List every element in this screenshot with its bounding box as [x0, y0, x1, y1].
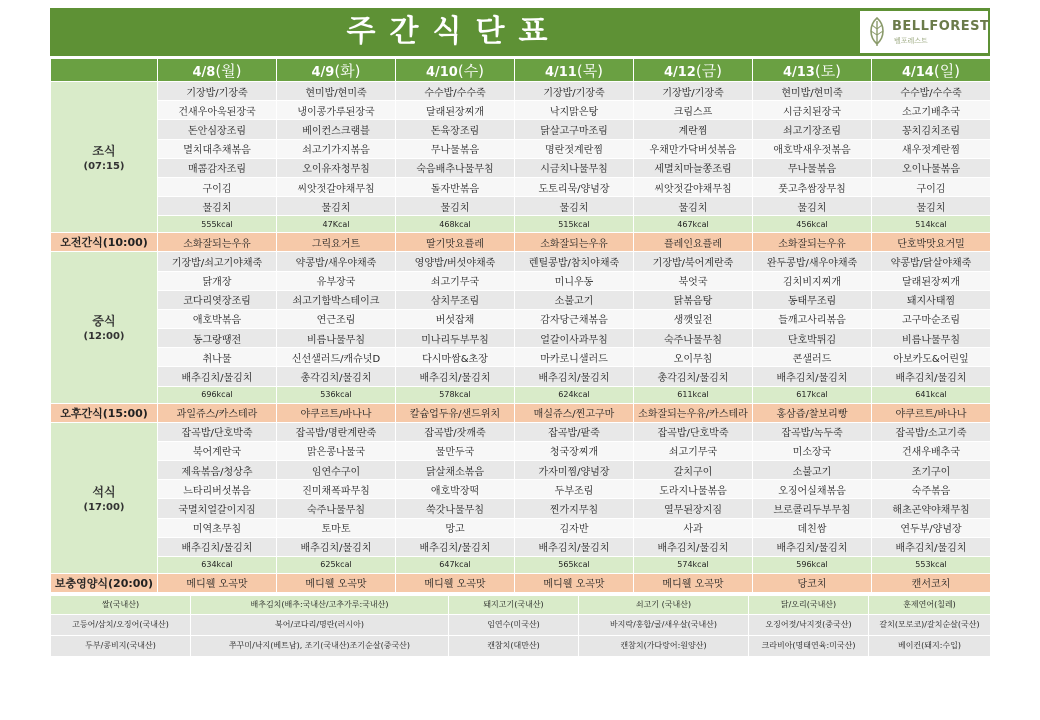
menu-item: 잡곡밥/명란계란죽: [277, 422, 396, 441]
menu-item: 취나물: [158, 348, 277, 367]
menu-item: 애호박장떡: [396, 480, 515, 499]
origin-cell: 쌀(국내산): [51, 595, 191, 614]
menu-item: 배추김치/물김치: [396, 537, 515, 556]
menu-item: 명란젓계란찜: [515, 139, 634, 158]
menu-item: 잡곡밥/단호박죽: [158, 422, 277, 441]
origin-cell: 크라비아(명태연육:미국산): [749, 635, 869, 656]
breakfast-row: [51, 158, 991, 177]
dinner-time: (17:00): [83, 501, 125, 513]
kcal-value: 596kcal: [753, 556, 872, 573]
menu-item: 삼치무조림: [396, 290, 515, 309]
menu-item: 건새우아욱된장국: [158, 101, 277, 120]
menu-item: 렌틸콩밥/참치야채죽: [515, 252, 634, 271]
menu-item: 꽁치김치조림: [872, 120, 991, 139]
lunch-row: [51, 309, 991, 328]
am-snack-item: 그릭요거트: [277, 233, 396, 252]
menu-item: 단호박튀김: [753, 329, 872, 348]
dinner-row: [51, 537, 991, 556]
menu-item: 유부장국: [277, 271, 396, 290]
menu-item: 새우젓계란찜: [872, 139, 991, 158]
menu-item: 돈안심장조림: [158, 120, 277, 139]
breakfast-row: [51, 177, 991, 196]
menu-item: 쑥갓나물무침: [396, 499, 515, 518]
menu-item: 미소장국: [753, 441, 872, 460]
menu-item: 애호박볶음: [158, 309, 277, 328]
breakfast-row: [51, 120, 991, 139]
menu-item: 코다리엿장조림: [158, 290, 277, 309]
menu-item: 기장밥/기장죽: [515, 82, 634, 101]
kcal-value: 617kcal: [753, 386, 872, 403]
kcal-value: 647kcal: [396, 556, 515, 573]
menu-item: 국멸치얼갈이지짐: [158, 499, 277, 518]
pm-snack-item: 칼슘업두유/샌드위치: [396, 403, 515, 422]
menu-item: 물김치: [396, 197, 515, 216]
day-date: 4/12: [663, 64, 696, 80]
day-header: [515, 59, 634, 82]
dinner-row: [51, 480, 991, 499]
dinner-row: [51, 422, 991, 441]
menu-item: 베이컨스크램블: [277, 120, 396, 139]
menu-item: 숙음배추나물무침: [396, 158, 515, 177]
menu-item: 숙주나물무침: [634, 329, 753, 348]
menu-item: 청국장찌개: [515, 441, 634, 460]
menu-item: 닭살채소볶음: [396, 461, 515, 480]
menu-item: 다시마쌈&초장: [396, 348, 515, 367]
kcal-value: 611kcal: [634, 386, 753, 403]
menu-item: 물김치: [515, 197, 634, 216]
menu-item: 느타리버섯볶음: [158, 480, 277, 499]
origin-cell: 캔참치(가다랑어:원양산): [579, 635, 749, 656]
logo-name: BELLFOREST: [892, 19, 990, 34]
day-date: 4/9: [311, 64, 335, 80]
breakfast-label-cell: [51, 82, 158, 233]
kcal-value: 574kcal: [634, 556, 753, 573]
pm-snack-item: 야쿠르트/바나나: [872, 403, 991, 422]
kcal-value: 468kcal: [396, 216, 515, 233]
origin-cell: 갈치(모로코)/갈치순살(국산): [869, 614, 991, 635]
dinner-label-cell: [51, 422, 158, 573]
dinner-kcal-row: [51, 556, 991, 573]
menu-item: 돈육장조림: [396, 120, 515, 139]
menu-item: 얼갈이사과무침: [515, 329, 634, 348]
menu-item: 돼지사태찜: [872, 290, 991, 309]
menu-item: 김자반: [515, 518, 634, 537]
menu-item: 동태무조림: [753, 290, 872, 309]
menu-item: 닭살고구마조림: [515, 120, 634, 139]
supplement-label: 보충영양식(20:00): [51, 573, 158, 592]
menu-item: 진미채폭파무침: [277, 480, 396, 499]
kcal-value: 514kcal: [872, 216, 991, 233]
menu-item: 배추김치/물김치: [158, 367, 277, 386]
kcal-value: 467kcal: [634, 216, 753, 233]
menu-item: 미나리두부무침: [396, 329, 515, 348]
menu-item: 애호박새우젓볶음: [753, 139, 872, 158]
pm-snack-item: 홍삼즙/찰보리빵: [753, 403, 872, 422]
menu-item: 소불고기: [515, 290, 634, 309]
origin-cell: 쇠고기 (국내산): [579, 595, 749, 614]
origin-table: [50, 595, 991, 657]
supplement-item: 메디웰 오곡맛: [634, 573, 753, 592]
pm-snack-item: 과일쥬스/카스테라: [158, 403, 277, 422]
menu-item: 배추김치/물김치: [872, 537, 991, 556]
menu-item: 북엇국: [634, 271, 753, 290]
kcal-value: 553kcal: [872, 556, 991, 573]
menu-item: 물김치: [872, 197, 991, 216]
menu-item: 잡곡밥/단호박죽: [634, 422, 753, 441]
day-of-week: (화): [334, 61, 361, 80]
day-of-week: (토): [814, 61, 842, 80]
menu-item: 고구마순조림: [872, 309, 991, 328]
menu-item: 감자당근채볶음: [515, 309, 634, 328]
menu-item: 닭볶음탕: [634, 290, 753, 309]
origin-cell: 베이컨(돼지:수입): [869, 635, 991, 656]
menu-item: 수수밥/수수죽: [872, 82, 991, 101]
menu-item: 무나물볶음: [753, 158, 872, 177]
menu-item: 오이유자청무침: [277, 158, 396, 177]
menu-item: 생깻잎전: [634, 309, 753, 328]
menu-item: 멸치대추채볶음: [158, 139, 277, 158]
menu-item: 소불고기: [753, 461, 872, 480]
pm-snack-item: 소화잘되는우유/카스테라: [634, 403, 753, 422]
menu-item: 마카로니샐러드: [515, 348, 634, 367]
menu-item: 약콩밥/닭살야채죽: [872, 252, 991, 271]
day-header: [753, 59, 872, 82]
pm-snack-item: 야쿠르트/바나나: [277, 403, 396, 422]
menu-item: 잡곡밥/소고기죽: [872, 422, 991, 441]
menu-item: 쇠고기무국: [634, 441, 753, 460]
menu-item: 기장밥/북어계란죽: [634, 252, 753, 271]
kcal-value: 624kcal: [515, 386, 634, 403]
pm-snack-row: [51, 403, 991, 422]
day-date: 4/14: [901, 64, 934, 80]
menu-item: 들깨고사리볶음: [753, 309, 872, 328]
menu-item: 배추김치/물김치: [634, 537, 753, 556]
kcal-value: 555kcal: [158, 216, 277, 233]
am-snack-item: 플레인요플레: [634, 233, 753, 252]
menu-item: 총각김치/물김치: [277, 367, 396, 386]
breakfast-kcal-row: [51, 216, 991, 233]
menu-item: 망고: [396, 518, 515, 537]
pm-snack-item: 매실쥬스/찐고구마: [515, 403, 634, 422]
breakfast-row: [51, 139, 991, 158]
menu-item: 달래된장찌개: [396, 101, 515, 120]
breakfast-time: (07:15): [83, 161, 125, 173]
origin-cell: 북어/코다리/명란(러시아): [191, 614, 449, 635]
menu-item: 물김치: [634, 197, 753, 216]
menu-item: 수수밥/수수죽: [396, 82, 515, 101]
lunch-kcal-row: [51, 386, 991, 403]
menu-item: 미니우동: [515, 271, 634, 290]
dinner-row: [51, 499, 991, 518]
day-date: 4/13: [782, 64, 815, 80]
menu-item: 도라지나물볶음: [634, 480, 753, 499]
menu-item: 브로콜리두부무침: [753, 499, 872, 518]
menu-item: 배추김치/물김치: [753, 537, 872, 556]
lunch-row: [51, 348, 991, 367]
menu-item: 잡곡밥/팥죽: [515, 422, 634, 441]
am-snack-item: 소화잘되는우유: [515, 233, 634, 252]
page-title: 주간식단표: [346, 14, 562, 49]
menu-item: 씨앗젓갈야채무침: [634, 177, 753, 196]
am-snack-item: 소화잘되는우유: [753, 233, 872, 252]
origin-cell: 돼지고기(국내산): [449, 595, 579, 614]
menu-item: 배추김치/물김치: [872, 367, 991, 386]
menu-item: 아보카도&어린잎: [872, 348, 991, 367]
menu-item: 세멸치마늘쫑조림: [634, 158, 753, 177]
lunch-label: 중식: [92, 314, 116, 329]
menu-item: 구이김: [872, 177, 991, 196]
supplement-item: 메디웰 오곡맛: [277, 573, 396, 592]
kcal-value: 565kcal: [515, 556, 634, 573]
kcal-value: 578kcal: [396, 386, 515, 403]
menu-item: 현미밥/현미죽: [277, 82, 396, 101]
menu-item: 조기구이: [872, 461, 991, 480]
origin-cell: 훈제연어(칠레): [869, 595, 991, 614]
kcal-value: 47Kcal: [277, 216, 396, 233]
menu-item: 계란찜: [634, 120, 753, 139]
am-snack-item: 딸기맛요플레: [396, 233, 515, 252]
kcal-value: 696kcal: [158, 386, 277, 403]
day-header: [277, 59, 396, 82]
menu-item: 배추김치/물김치: [277, 537, 396, 556]
menu-item: 냉이콩가루된장국: [277, 101, 396, 120]
menu-item: 비름나물무침: [872, 329, 991, 348]
menu-item: 비름나물무침: [277, 329, 396, 348]
menu-item: 갈치구이: [634, 461, 753, 480]
origin-cell: 임연수(미국산): [449, 614, 579, 635]
am-snack-label: 오전간식(10:00): [51, 233, 158, 252]
menu-item: 배추김치/물김치: [753, 367, 872, 386]
menu-item: 기장밥/기장죽: [158, 82, 277, 101]
breakfast-row: [51, 101, 991, 120]
am-snack-row: [51, 233, 991, 252]
origin-cell: 두부/콩비지(국내산): [51, 635, 191, 656]
lunch-label-cell: [51, 252, 158, 403]
am-snack-item: 단호박맛요거밀: [872, 233, 991, 252]
menu-item: 두부조림: [515, 480, 634, 499]
menu-item: 돌자반볶음: [396, 177, 515, 196]
menu-item: 기장밥/기장죽: [634, 82, 753, 101]
day-header: [634, 59, 753, 82]
menu-item: 오이무침: [634, 348, 753, 367]
menu-item: 신선샐러드/캐슈넛D: [277, 348, 396, 367]
kcal-value: 641kcal: [872, 386, 991, 403]
menu-item: 영양밥/버섯야채죽: [396, 252, 515, 271]
menu-item: 오이나물볶음: [872, 158, 991, 177]
pm-snack-label: 오후간식(15:00): [51, 403, 158, 422]
menu-item: 버섯잡채: [396, 309, 515, 328]
menu-sheet: [50, 8, 990, 657]
origin-cell: 배추김치(배추:국내산/고추가루:국내산): [191, 595, 449, 614]
day-header: [158, 59, 277, 82]
date-header-row: [51, 59, 991, 82]
menu-item: 기장밥/쇠고기야채죽: [158, 252, 277, 271]
menu-item: 무나물볶음: [396, 139, 515, 158]
menu-item: 닭개장: [158, 271, 277, 290]
dinner-row: [51, 518, 991, 537]
origin-cell: 캔참치(대만산): [449, 635, 579, 656]
kcal-value: 634kcal: [158, 556, 277, 573]
header-corner: [51, 59, 158, 82]
menu-item: 쇠고기무국: [396, 271, 515, 290]
origin-cell: 오징어젓/낙지젓(중국산): [749, 614, 869, 635]
day-header: [396, 59, 515, 82]
day-header: [872, 59, 991, 82]
lunch-row: [51, 329, 991, 348]
menu-item: 숙주볶음: [872, 480, 991, 499]
menu-item: 배추김치/물김치: [158, 537, 277, 556]
kcal-value: 625kcal: [277, 556, 396, 573]
menu-item: 구이김: [158, 177, 277, 196]
menu-item: 씨앗젓갈야채무침: [277, 177, 396, 196]
lunch-row: [51, 367, 991, 386]
leaf-logo-icon: [866, 17, 888, 47]
lunch-time: (12:00): [83, 331, 125, 343]
am-snack-item: 소화잘되는우유: [158, 233, 277, 252]
origin-cell: 바지락/홍합/굴/새우살(국내산): [579, 614, 749, 635]
menu-item: 연근조림: [277, 309, 396, 328]
logo-subtitle: 벨포레스트: [894, 37, 928, 45]
menu-item: 풋고추쌈장무침: [753, 177, 872, 196]
menu-item: 제육볶음/청상추: [158, 461, 277, 480]
supplement-item: 메디웰 오곡맛: [158, 573, 277, 592]
day-date: 4/10: [425, 64, 458, 80]
menu-item: 물김치: [277, 197, 396, 216]
menu-item: 달래된장찌개: [872, 271, 991, 290]
day-date: 4/8: [192, 64, 216, 80]
supplement-item: 메디웰 오곡맛: [515, 573, 634, 592]
menu-item: 가자미찜/양념장: [515, 461, 634, 480]
menu-item: 김치비지찌개: [753, 271, 872, 290]
menu-item: 사과: [634, 518, 753, 537]
menu-item: 배추김치/물김치: [515, 367, 634, 386]
menu-item: 건새우배추국: [872, 441, 991, 460]
menu-item: 잡곡밥/녹두죽: [753, 422, 872, 441]
origin-row: [51, 635, 991, 656]
menu-item: 잡곡밥/잣깨죽: [396, 422, 515, 441]
menu-item: 열무된장지짐: [634, 499, 753, 518]
title-bar: [50, 8, 990, 56]
menu-item: 시금치나물무침: [515, 158, 634, 177]
breakfast-label: 조식: [92, 144, 116, 159]
menu-item: 물김치: [158, 197, 277, 216]
dinner-label: 석식: [92, 484, 116, 499]
menu-item: 총각김치/물김치: [634, 367, 753, 386]
menu-item: 연두부/양념장: [872, 518, 991, 537]
menu-item: 맑은콩나물국: [277, 441, 396, 460]
menu-item: 북어계란국: [158, 441, 277, 460]
supplement-item: 당코치: [753, 573, 872, 592]
menu-item: 약콩밥/새우야채죽: [277, 252, 396, 271]
menu-item: 도토리묵/양념장: [515, 177, 634, 196]
kcal-value: 515kcal: [515, 216, 634, 233]
lunch-row: [51, 290, 991, 309]
menu-item: 숙주나물무침: [277, 499, 396, 518]
menu-item: 쇠고기함박스테이크: [277, 290, 396, 309]
origin-row: [51, 595, 991, 614]
menu-item: 현미밥/현미죽: [753, 82, 872, 101]
lunch-row: [51, 271, 991, 290]
kcal-value: 456kcal: [753, 216, 872, 233]
day-of-week: (수): [457, 61, 485, 80]
menu-item: 미역초무침: [158, 518, 277, 537]
weekly-menu-table: [50, 58, 991, 593]
menu-item: 오징어실채볶음: [753, 480, 872, 499]
supplement-item: 메디웰 오곡맛: [396, 573, 515, 592]
menu-item: 배추김치/물김치: [396, 367, 515, 386]
day-of-week: (월): [215, 61, 242, 80]
day-of-week: (일): [933, 61, 961, 80]
breakfast-row: [51, 197, 991, 216]
supplement-row: [51, 573, 991, 592]
menu-item: 물만두국: [396, 441, 515, 460]
menu-item: 소고기배추국: [872, 101, 991, 120]
menu-item: 토마토: [277, 518, 396, 537]
menu-item: 해초곤약야채무침: [872, 499, 991, 518]
menu-item: 임연수구이: [277, 461, 396, 480]
lunch-row: [51, 252, 991, 271]
dinner-row: [51, 441, 991, 460]
menu-item: 낙지맑은탕: [515, 101, 634, 120]
menu-item: 콘샐러드: [753, 348, 872, 367]
menu-item: 찐가지무침: [515, 499, 634, 518]
brand-logo: [860, 11, 988, 53]
menu-item: 크림스프: [634, 101, 753, 120]
menu-item: 쇠고기장조림: [753, 120, 872, 139]
dinner-row: [51, 461, 991, 480]
menu-item: 시금치된장국: [753, 101, 872, 120]
menu-item: 매콤감자조림: [158, 158, 277, 177]
menu-item: 쇠고기가지볶음: [277, 139, 396, 158]
origin-row: [51, 614, 991, 635]
origin-cell: 쭈꾸미/낙지(베트남), 조기(국내산)조기순살(중국산): [191, 635, 449, 656]
origin-cell: 고등어/삼치/오징어(국내산): [51, 614, 191, 635]
menu-item: 데친쌈: [753, 518, 872, 537]
menu-item: 물김치: [753, 197, 872, 216]
kcal-value: 536kcal: [277, 386, 396, 403]
menu-item: 배추김치/물김치: [515, 537, 634, 556]
menu-item: 완두콩밥/새우야채죽: [753, 252, 872, 271]
day-of-week: (금): [695, 61, 723, 80]
day-date: 4/11: [544, 64, 577, 80]
breakfast-row: [51, 82, 991, 101]
origin-cell: 닭/오리(국내산): [749, 595, 869, 614]
menu-item: 우채만가닥버섯볶음: [634, 139, 753, 158]
day-of-week: (목): [576, 61, 604, 80]
menu-item: 동그랑땡전: [158, 329, 277, 348]
supplement-item: 캔서코치: [872, 573, 991, 592]
